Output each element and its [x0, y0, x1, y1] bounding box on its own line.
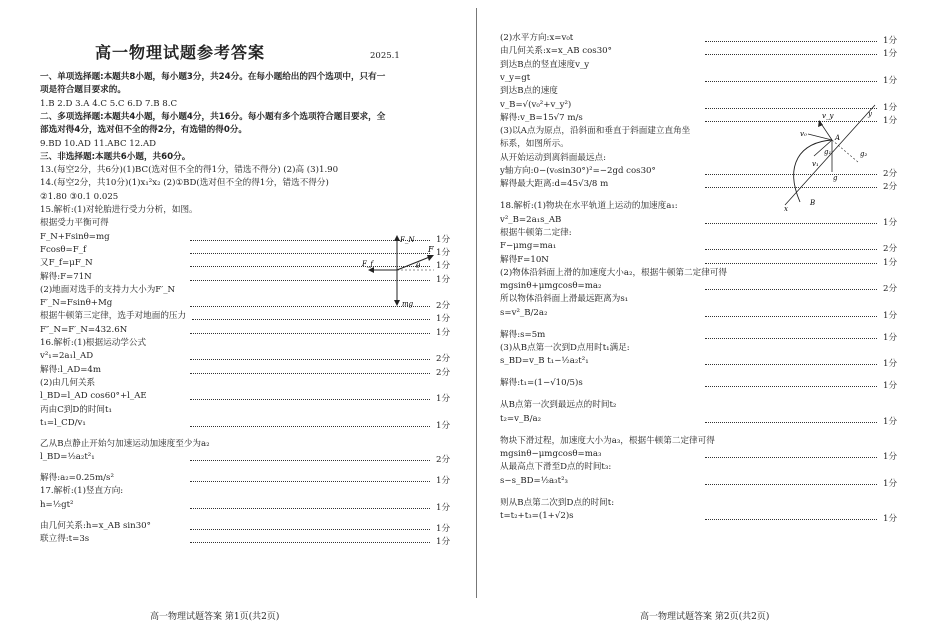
- score: 1分: [883, 217, 898, 228]
- answer-line: ②1.80 ③0.1 0.025: [40, 191, 119, 202]
- score: 1分: [883, 478, 898, 489]
- answer-line: 解得F=10N: [500, 254, 549, 265]
- answer-line: 到达B点的竖直速度v_y: [500, 59, 590, 70]
- answer-line: 16.解析:(1)根据运动学公式: [40, 338, 147, 348]
- score: 1分: [436, 394, 451, 405]
- leader-dots: [190, 529, 430, 530]
- score: 2分: [436, 367, 451, 378]
- answer-line: h=½gt²: [40, 499, 74, 510]
- score: 1分: [883, 359, 898, 370]
- answer-page-2: [500, 0, 905, 631]
- score: 2分: [883, 182, 898, 193]
- score: 2分: [436, 455, 451, 466]
- leader-dots: [705, 223, 877, 224]
- answer-line: y轴方向:0−(v₀sin30°)²=−2gd cos30°: [500, 166, 656, 176]
- score: 1分: [883, 451, 898, 462]
- answer-line: (3)以A点为原点，沿斜面和垂直于斜面建立直角坐: [500, 126, 691, 137]
- answer-line: (2)物体沿斜面上滑的加速度大小a₂，根据牛顿第二定律可得: [500, 267, 727, 278]
- label-mg: mg: [402, 300, 414, 308]
- answer-line: 物块下滑过程，加速度大小为a₃，根据牛顿第二定律可得: [500, 435, 715, 446]
- leader-dots: [190, 542, 430, 543]
- leader-dots: [705, 54, 877, 55]
- score: 1分: [883, 332, 898, 343]
- answer-line: 9.BD 10.AD 11.ABC 12.AD: [40, 138, 157, 149]
- answer-line: 14.(每空2分，共10分)(1)x₁²x₂ (2)①BD(选对但不全的得1分，错选不得分): [40, 178, 329, 189]
- answer-line: l_BD=l_AD cos60°+l_AE: [40, 391, 147, 402]
- answer-line: v²₁=2a₁l_AD: [40, 351, 94, 362]
- footer-left: 高一物理试题答案 第1页(共2页): [150, 612, 280, 622]
- label-v1: v₁: [812, 160, 819, 168]
- label-v0: v₀: [800, 130, 807, 138]
- leader-dots: [705, 316, 877, 317]
- score: 1分: [436, 420, 451, 431]
- answer-line: v_y=gt: [500, 72, 531, 83]
- answer-line: t=t₂+t₃=(1+√2)s: [500, 510, 574, 521]
- leader-dots: [705, 249, 877, 250]
- answer-line: mgsinθ+μmgcosθ=ma₂: [500, 281, 602, 292]
- projectile-diagram: [770, 110, 880, 215]
- leader-dots: [705, 263, 877, 264]
- footer-right: 高一物理试题答案 第2页(共2页): [640, 612, 770, 622]
- answer-line: 到达B点的速度: [500, 86, 558, 97]
- score: 1分: [436, 247, 451, 258]
- page-divider: [476, 8, 477, 598]
- answer-line: 1.B 2.D 3.A 4.C 5.C 6.D 7.B 8.C: [40, 98, 178, 109]
- leader-dots: [705, 364, 877, 365]
- score: 1分: [883, 49, 898, 60]
- label-x: x: [784, 205, 788, 213]
- answer-line: v_B=√(v₀²+v_y²): [500, 99, 572, 110]
- answer-line: 则从B点第二次到D点的时间t:: [500, 497, 615, 508]
- answer-line: s=v²_B/2a₂: [500, 307, 548, 318]
- exam-date: 2025.1: [370, 51, 400, 61]
- score: 1分: [883, 257, 898, 268]
- leader-dots: [190, 426, 430, 427]
- answer-line: 联立得:t=3s: [40, 534, 90, 544]
- label-vy: v_y: [822, 112, 834, 120]
- score: 1分: [883, 102, 898, 113]
- leader-dots: [705, 81, 877, 82]
- answer-line: 一、单项选择题:本题共8小题，每小题3分，共24分。在每小题给出的四个选项中，只有一: [40, 72, 386, 82]
- score: 1分: [436, 314, 451, 325]
- page-title: 高一物理试题参考答案: [95, 43, 266, 62]
- answer-line: 又F_f=μF_N: [40, 258, 93, 269]
- answer-line: 解得:s=5m: [500, 329, 546, 340]
- score: 2分: [883, 244, 898, 255]
- answer-line: 解得:l_AD=4m: [40, 364, 102, 375]
- answer-line: t₂=v_B/a₂: [500, 413, 542, 424]
- score: 1分: [883, 115, 898, 126]
- answer-line: (3)从B点第一次到D点用时t₁满足:: [500, 343, 630, 353]
- answer-line: 项是符合题目要求的。: [40, 85, 126, 96]
- leader-dots: [705, 386, 877, 387]
- score: 1分: [436, 502, 451, 513]
- answer-line: 部选对得4分，选对但不全的得2分，有选错的得0分。: [40, 125, 248, 136]
- answer-line: 17.解析:(1)竖直方向:: [40, 486, 124, 497]
- leader-dots: [705, 41, 877, 42]
- label-g1: g₁: [824, 148, 832, 156]
- answer-line: F−μmg=ma₁: [500, 241, 557, 252]
- label-y: y: [868, 110, 872, 118]
- answer-line: 18.解析:(1)物块在水平轨道上运动的加速度a₁:: [500, 201, 678, 212]
- leader-dots: [190, 333, 430, 334]
- answer-line: 所以物体沿斜面上滑最远距离为s₁: [500, 294, 629, 305]
- answer-line: 根据牛顿第二定律:: [500, 227, 572, 238]
- label-fn: F_N: [400, 236, 415, 244]
- answer-line: F″_N=F′_N=432.6N: [40, 324, 128, 335]
- leader-dots: [190, 373, 430, 374]
- force-diagram: [362, 232, 442, 312]
- leader-dots: [705, 519, 877, 520]
- answer-line: 三、非选择题:本题共6小题，共60分。: [40, 151, 191, 162]
- answer-line: 根据牛顿第三定律，选手对地面的压力: [40, 311, 187, 322]
- score: 1分: [436, 537, 451, 547]
- score: 2分: [436, 301, 451, 312]
- answer-line: 由几何关系:x=x_AB cos30°: [500, 46, 612, 57]
- score: 2分: [883, 284, 898, 295]
- answer-line: (2)水平方向:x=v₀t: [500, 33, 574, 43]
- answer-line: 由几何关系:h=x_AB sin30°: [40, 520, 151, 531]
- answer-line: 标系，如图所示。: [500, 139, 569, 150]
- answer-line: F_N+Fsinθ=mg: [40, 231, 110, 242]
- leader-dots: [190, 460, 430, 461]
- leader-dots: [705, 108, 877, 109]
- score: 1分: [883, 513, 898, 524]
- answer-page-1: [40, 0, 458, 631]
- score: 1分: [436, 476, 451, 487]
- score: 1分: [883, 310, 898, 321]
- leader-dots: [190, 481, 430, 482]
- leader-dots: [190, 508, 430, 509]
- answer-line: (2)由几何关系: [40, 377, 96, 388]
- score: 1分: [436, 261, 451, 272]
- label-g2: g₂: [860, 150, 868, 158]
- leader-dots: [190, 359, 430, 360]
- score: 1分: [883, 381, 898, 392]
- answer-line: 13.(每空2分，共6分)(1)BC(选对但不全的得1分，错选不得分) (2)高 (3)1.90: [40, 165, 339, 176]
- answer-line: 二、多项选择题:本题共4小题，每小题4分，共16分。每小题有多个选项符合题目要求，全: [40, 111, 386, 122]
- leader-dots: [705, 484, 877, 485]
- answer-line: 解得:t₁=(1−√10/5)s: [500, 378, 583, 389]
- answer-line: 解得:F=71N: [40, 271, 92, 282]
- leader-dots: [705, 289, 877, 290]
- answer-line: 从B点第一次到最远点的时间t₂: [500, 400, 617, 411]
- answer-line: 根据受力平衡可得: [40, 218, 109, 229]
- label-a: A: [835, 134, 841, 142]
- answer-line: v²_B=2a₁s_AB: [500, 214, 562, 225]
- label-theta: θ: [416, 262, 421, 270]
- answer-line: 从开始运动到离斜面最远点:: [500, 152, 607, 163]
- leader-dots: [192, 319, 430, 320]
- answer-line: mgsinθ−μmgcosθ=ma₃: [500, 448, 602, 459]
- label-g: g: [833, 174, 838, 182]
- answer-line: (2)地面对选手的支持力大小为F′_N: [40, 284, 176, 295]
- leader-dots: [705, 422, 877, 423]
- answer-line: 解得:v_B=15√7 m/s: [500, 112, 583, 123]
- score: 1分: [436, 523, 451, 534]
- answer-line: 丙由C到D的时间t₁: [40, 404, 112, 415]
- label-b: B: [810, 199, 816, 207]
- answer-line: l_BD=½a₂t²₁: [40, 452, 95, 463]
- score: 1分: [883, 75, 898, 86]
- score: 1分: [883, 416, 898, 427]
- score: 1分: [436, 234, 451, 245]
- answer-line: t₁=l_CD/v₁: [40, 417, 86, 428]
- answer-line: s−s_BD=½a₃t²₃: [500, 475, 568, 486]
- label-ff: F_f: [362, 260, 373, 268]
- answer-line: 从最高点下滑至D点的时间t₃:: [500, 462, 612, 473]
- answer-line: 乙从B点静止开始匀加速运动加速度至少为a₂: [40, 438, 210, 449]
- score: 2分: [883, 169, 898, 179]
- score: 1分: [883, 36, 898, 46]
- score: 1分: [436, 274, 451, 285]
- answer-line: 15.解析:(1)对轮胎进行受力分析，如图。: [40, 205, 198, 215]
- answer-line: Fcosθ=F_f: [40, 244, 87, 255]
- leader-dots: [705, 338, 877, 339]
- leader-dots: [705, 457, 877, 458]
- answer-line: 解得:a₂=0.25m/s²: [40, 473, 114, 484]
- score: 2分: [436, 354, 451, 365]
- answer-line: 解得最大距离:d=45√3/8 m: [500, 179, 609, 190]
- answer-line: F′_N=Fsinθ+Mg: [40, 298, 113, 309]
- label-f: F: [428, 245, 434, 254]
- score: 1分: [436, 327, 451, 338]
- leader-dots: [190, 399, 430, 400]
- answer-line: s_BD=v_B t₁−½a₂t²₁: [500, 356, 589, 367]
